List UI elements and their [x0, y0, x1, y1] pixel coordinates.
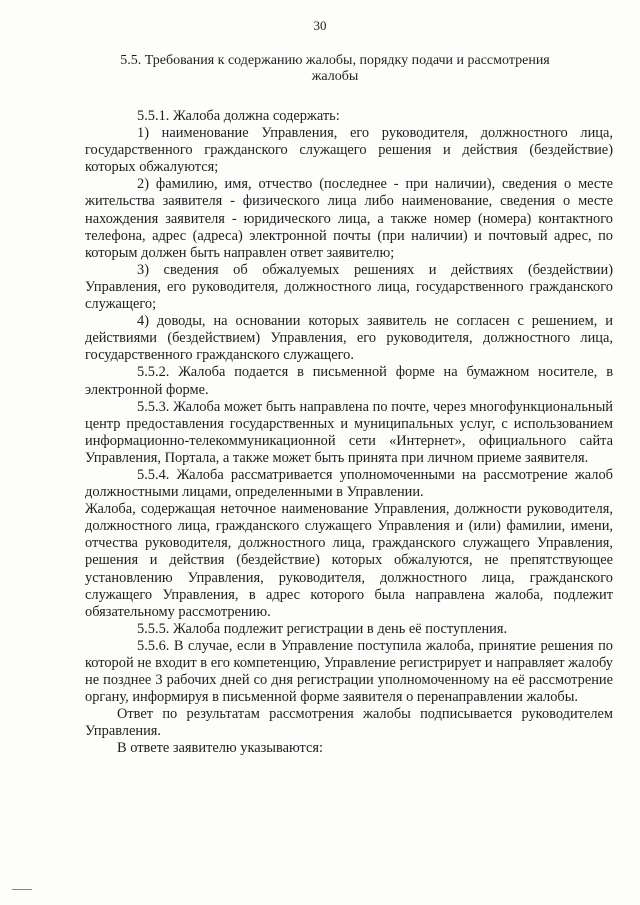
- page-number: 30: [313, 18, 327, 33]
- paragraph-item-1: 1) наименование Управления, его руководителя, должностного лица, государственного гражданского служащего решения и действия (бездействие) которых обжалуются;: [85, 125, 613, 176]
- paragraph-5-5-2: 5.5.2. Жалоба подается в письменной форме на бумажном носителе, в электронной форме.: [85, 364, 613, 398]
- section-title: 5.5. Требования к содержанию жалобы, порядку подачи и рассмотрения жалобы: [120, 53, 550, 84]
- document-body: [85, 108, 613, 758]
- paragraph-5-5-3: 5.5.3. Жалоба может быть направлена по почте, через многофункциональный центр предоставления государственных и муниципальных услуг, с использованием информационно-телекоммуникационной сети «Интернет», официального сайта Управления, Портала, а также может быть принята при личном приеме заявителя.: [85, 398, 613, 466]
- paragraph-5-5-6: 5.5.6. В случае, если в Управление поступила жалоба, принятие решения по которой не входит в его компетенцию, Управление регистрирует и направляет жалобу не позднее 3 рабочих дней со дня регистрации уполномоченному на её рассмотрение органу, информируя в письменной форме заявителя о перенаправлении жалобы.: [85, 637, 613, 706]
- paragraph-5-5-4: 5.5.4. Жалоба рассматривается уполномоченными на рассмотрение жалоб должностными лицами, определенными в Управлении.: [85, 466, 613, 501]
- paragraph-5-5-5: 5.5.5. Жалоба подлежит регистрации в день её поступления.: [137, 620, 508, 637]
- paragraph-answer-signed: Ответ по результатам рассмотрения жалобы подписывается руководителем Управления.: [85, 706, 613, 740]
- paragraph-5-5-1: 5.5.1. Жалоба должна содержать:: [137, 108, 340, 124]
- paragraph-item-2: 2) фамилию, имя, отчество (последнее - при наличии), сведения о месте жительства заявителя - физического лица либо наименование, сведения о месте нахождения заявителя - юридического лица, а также номер (номера) контактного телефона, адрес (адреса) электронной почты (при наличии) и почтовый адрес, по которым должен быть направлен ответ заявителю;: [85, 176, 613, 261]
- scan-edge-mark: [12, 889, 32, 890]
- paragraph-item-4: 4) доводы, на основании которых заявитель не согласен с решением, и действиями (бездействием) Управления, его руководителя, должностного лица, государственного гражданского служащего.: [85, 313, 613, 364]
- paragraph-answer-contents: В ответе заявителю указываются:: [117, 740, 323, 757]
- paragraph-complaint-inaccurate: Жалоба, содержащая неточное наименование Управления, должности руководителя, должностного лица, гражданского служащего Управления и (или) фамилии, имени, отчества руководителя, должностного лица, гражданского служащего Управления, решения и действия (бездействие) которых обжалуются, не препятствующее установлению Управления, руководителя, должностного лица, гражданского служащего Управления, в адрес которого была направлена жалоба, подлежит обязательному рассмотрению.: [85, 501, 613, 620]
- paragraph-item-3: 3) сведения об обжалуемых решениях и действиях (бездействии) Управления, его руководителя, должностного лица, государственного гражданского служащего;: [85, 261, 613, 313]
